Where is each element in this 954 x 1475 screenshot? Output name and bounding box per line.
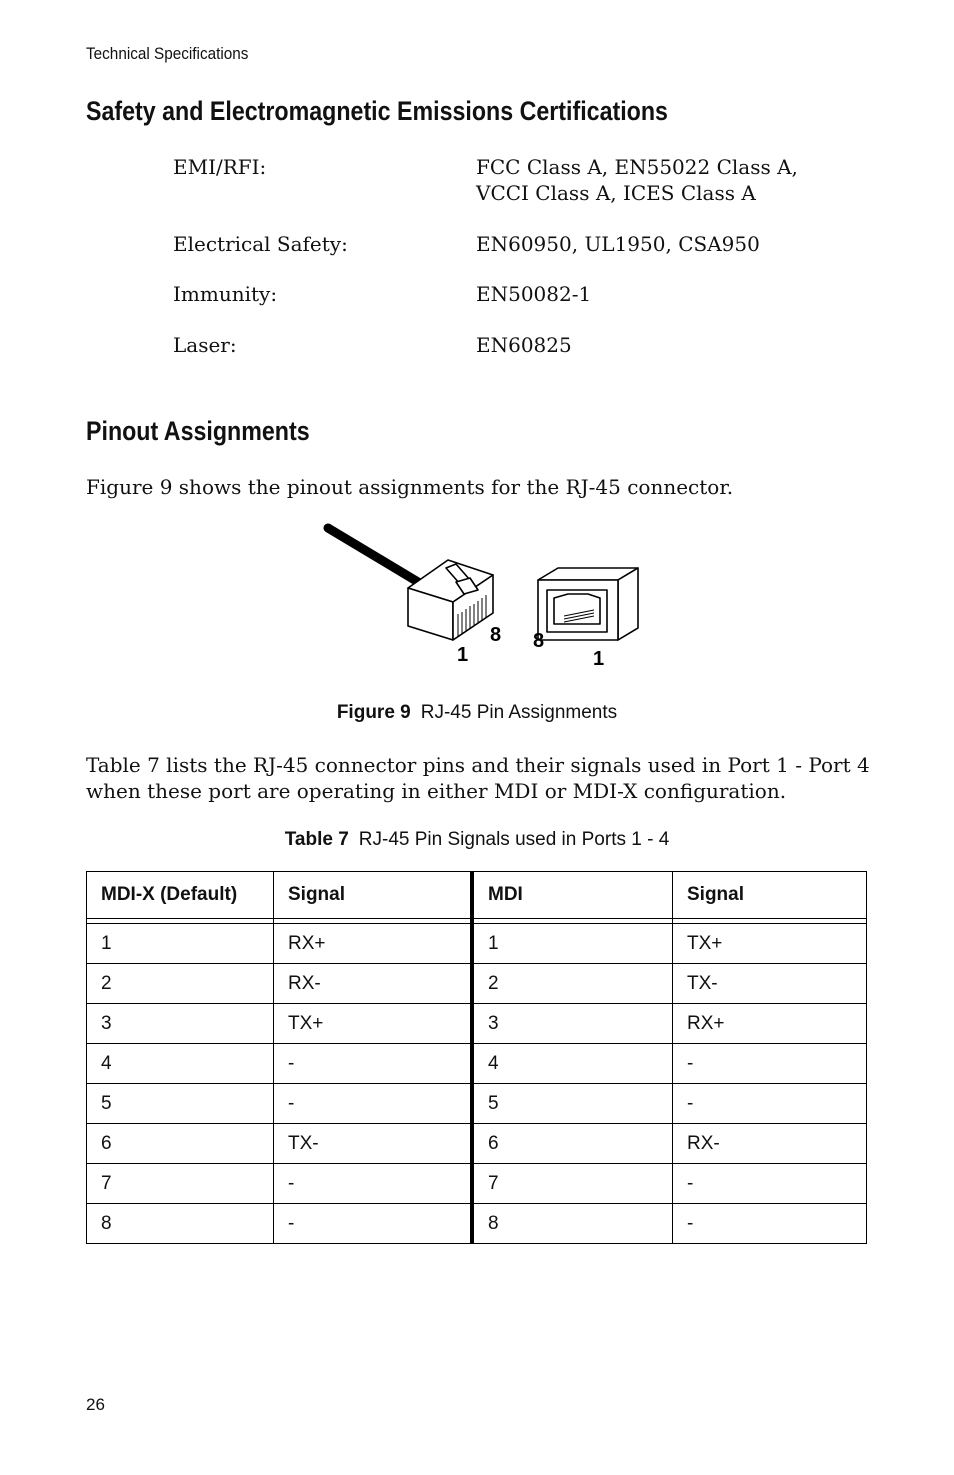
table-cell: - bbox=[673, 1084, 867, 1124]
table-row bbox=[87, 1124, 867, 1164]
table-row bbox=[87, 1164, 867, 1204]
rj45-jack-icon bbox=[538, 568, 638, 640]
spec-value bbox=[476, 154, 896, 206]
column-header-signal: Signal bbox=[673, 872, 867, 919]
table-cell: 5 bbox=[87, 1084, 274, 1124]
rj45-plug-icon bbox=[408, 560, 493, 640]
table-cell: RX- bbox=[673, 1124, 867, 1164]
table-cell: RX+ bbox=[274, 924, 473, 964]
section-heading-pinout: Pinout Assignments bbox=[86, 416, 310, 446]
table-cell: - bbox=[274, 1204, 473, 1244]
table-cell: - bbox=[673, 1044, 867, 1084]
spec-label: EMI/RFI: bbox=[173, 155, 267, 179]
figure-caption-number: Figure 9 bbox=[336, 702, 411, 723]
table-cell: 4 bbox=[472, 1044, 673, 1084]
table-cell: 6 bbox=[472, 1124, 673, 1164]
table-caption-text: RJ-45 Pin Signals used in Ports 1 - 4 bbox=[358, 829, 670, 850]
table-cell: 1 bbox=[87, 924, 274, 964]
table-header-row bbox=[87, 872, 867, 919]
spec-label: Electrical Safety: bbox=[173, 232, 348, 256]
table-cell: - bbox=[673, 1204, 867, 1244]
table-row bbox=[87, 964, 867, 1004]
table-cell: - bbox=[274, 1164, 473, 1204]
table-cell: TX- bbox=[673, 964, 867, 1004]
spec-value: EN50082-1 bbox=[476, 282, 592, 306]
jack-pin-1-label: 1 bbox=[593, 648, 605, 670]
table-cell: 2 bbox=[87, 964, 274, 1004]
page-number: 26 bbox=[86, 1395, 105, 1414]
section-heading-safety: Safety and Electromagnetic Emissions Certifications bbox=[86, 96, 668, 126]
table-cell: TX+ bbox=[274, 1004, 473, 1044]
table-caption bbox=[0, 829, 954, 851]
table-row bbox=[87, 924, 867, 964]
table-cell: - bbox=[274, 1044, 473, 1084]
table-cell: 3 bbox=[472, 1004, 673, 1044]
running-header: Technical Specifications bbox=[86, 44, 249, 63]
table-row bbox=[87, 1204, 867, 1244]
cable-icon bbox=[328, 528, 418, 582]
table-cell: 8 bbox=[472, 1204, 673, 1244]
spec-label: Immunity: bbox=[173, 282, 278, 306]
rj45-connector-figure bbox=[318, 520, 658, 670]
table-row bbox=[87, 1004, 867, 1044]
figure-caption bbox=[0, 702, 954, 724]
table-cell: 7 bbox=[87, 1164, 274, 1204]
column-header-mdix: MDI-X (Default) bbox=[87, 872, 274, 919]
table-row bbox=[87, 1044, 867, 1084]
spec-value-line: FCC Class A, EN55022 Class A, bbox=[476, 155, 798, 179]
table-intro-paragraph: Table 7 lists the RJ-45 connector pins and their signals used in Port 1 - Port 4 when these port are operating in either MDI or MDI-X configuration. bbox=[86, 753, 870, 803]
table-cell: 3 bbox=[87, 1004, 274, 1044]
table-cell: 6 bbox=[87, 1124, 274, 1164]
table-cell: 2 bbox=[472, 964, 673, 1004]
table-cell: TX+ bbox=[673, 924, 867, 964]
spec-value: EN60950, UL1950, CSA950 bbox=[476, 232, 760, 256]
plug-pin-1-label: 1 bbox=[457, 644, 469, 666]
plug-pin-8-label: 8 bbox=[490, 624, 502, 646]
table-cell: 7 bbox=[472, 1164, 673, 1204]
table-cell: - bbox=[274, 1084, 473, 1124]
spec-value-line: VCCI Class A, ICES Class A bbox=[476, 181, 756, 205]
spec-label: Laser: bbox=[173, 333, 237, 357]
table-cell: RX+ bbox=[673, 1004, 867, 1044]
column-header-mdi: MDI bbox=[472, 872, 673, 919]
table-cell: 8 bbox=[87, 1204, 274, 1244]
table-cell: 4 bbox=[87, 1044, 274, 1084]
table-cell: 5 bbox=[472, 1084, 673, 1124]
column-header-signal: Signal bbox=[274, 872, 473, 919]
figure-caption-text: RJ-45 Pin Assignments bbox=[420, 702, 618, 723]
table-row bbox=[87, 1084, 867, 1124]
spec-value: EN60825 bbox=[476, 333, 572, 357]
table-cell: - bbox=[673, 1164, 867, 1204]
table-cell: 1 bbox=[472, 924, 673, 964]
table-caption-number: Table 7 bbox=[284, 829, 349, 850]
table-cell: TX- bbox=[274, 1124, 473, 1164]
jack-pin-8-label: 8 bbox=[533, 630, 545, 652]
pin-signals-table bbox=[86, 871, 867, 1244]
pinout-intro-paragraph: Figure 9 shows the pinout assignments for the RJ-45 connector. bbox=[86, 475, 734, 499]
table-cell: RX- bbox=[274, 964, 473, 1004]
